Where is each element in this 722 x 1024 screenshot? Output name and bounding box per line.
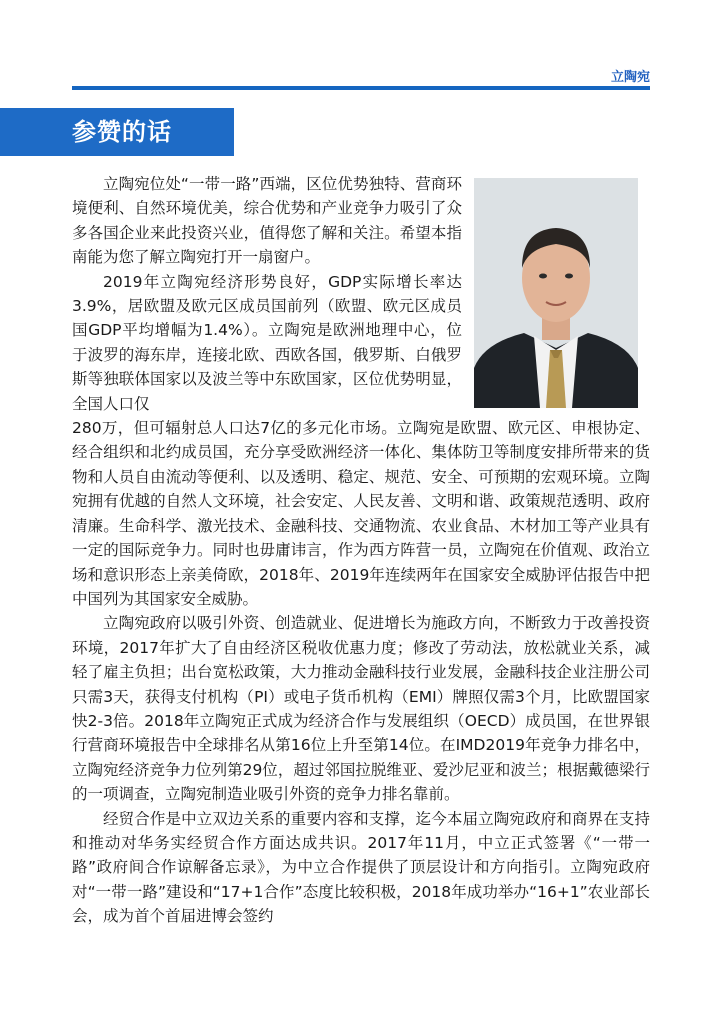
paragraph-trade-cooperation: 经贸合作是中立双边关系的重要内容和支撑，迄今本届立陶宛政府和商界在支持和推动对华务实经贸合作方面达成共识。2017年11月，中立正式签署《“一带一路”政府间合作谅解备忘录》，为中立合作提供了顶层设计和方向指引。立陶宛政府对“一带一路”建设和“17+1合作”态度比较积极，2018年成功举办“16+1”农业部长会，成为首个首届进博会签约 — [72, 809, 650, 926]
section-title-band — [0, 108, 234, 156]
header-divider — [72, 86, 650, 90]
paragraph-economy-part1: 2019年立陶宛经济形势良好，GDP实际增长率达3.9%，居欧盟及欧元区成员国前列（欧盟、欧元区成员国GDP平均增幅为1.4%）。立陶宛是欧洲地理中心，位于波罗的海东岸，连接北欧、西欧各国，俄罗斯、白俄罗斯等独联体国家以及波兰等中东欧国家，区位优势明显，全国人口仅 — [72, 272, 462, 413]
header-country-label: 立陶宛 — [610, 70, 650, 85]
paragraph-intro: 立陶宛位处“一带一路”西端，区位优势独特、营商环境便利、自然环境优美，综合优势和产业竞争力吸引了众多各国企业来此投资兴业，值得您了解和关注。希望本指南能为您了解立陶宛打开一扇窗户。 — [72, 175, 462, 267]
paragraph-economy-part2: 280万，但可辐射总人口达7亿的多元化市场。立陶宛是欧盟、欧元区、申根协定、经合组织和北约成员国，充分享受欧洲经济一体化、集体防卫等制度安排所带来的货物和人员自由流动等便利、以及透明、稳定、规范、安全、可预期的宏观环境。立陶宛拥有优越的自然人文环境，社会安定、人民友善、文明和谐、政策规范透明、政府清廉。生命科学、激光技术、金融科技、交通物流、农业食品、木材加工等产业具有一定的国际竞争力。同时也毋庸讳言，作为西方阵营一员，立陶宛在价值观、政治立场和意识形态上亲美倚欧，2018年、2019年连续两年在国家安全威胁评估报告中把中国列为其国家安全威胁。 — [72, 419, 650, 608]
letter-body — [72, 172, 650, 929]
section-title: 参赞的话 — [72, 118, 172, 146]
paragraph-investment-environment: 立陶宛政府以吸引外资、创造就业、促进增长为施政方向，不断致力于改善投资环境，2017年扩大了自由经济区税收优惠力度；修改了劳动法，放松就业关系，减轻了雇主负担；出台宽松政策，大力推动金融科技行业发展，金融科技企业注册公司只需3天，获得支付机构（PI）或电子货币机构（EMI）牌照仅需3个月，比欧盟国家快2-3倍。2018年立陶宛正式成为经济合作与发展组织（OECD）成员国，在世界银行营商环境报告中全球排名从第16位上升至第14位。在IMD2019年竞争力排名中，立陶宛经济竞争力位列第29位，超过邻国拉脱维亚、爱沙尼亚和波兰；根据戴德梁行的一项调查，立陶宛制造业吸引外资的竞争力排名靠前。 — [72, 614, 650, 804]
